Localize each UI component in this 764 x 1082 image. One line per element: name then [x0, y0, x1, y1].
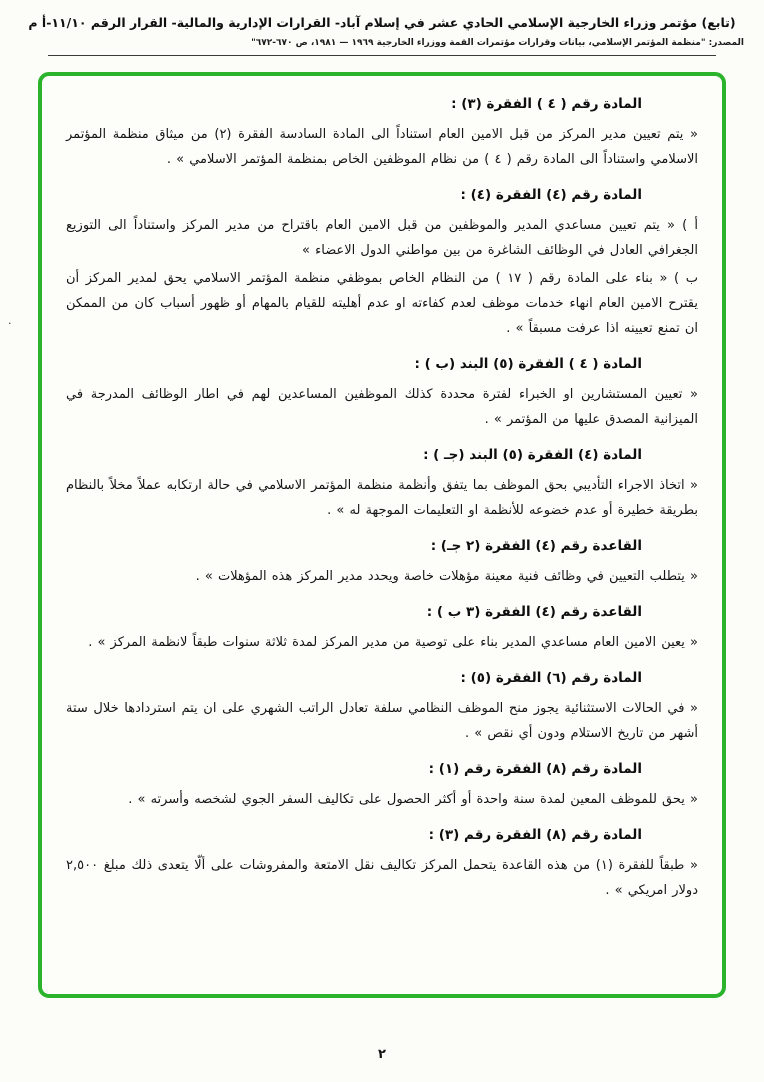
article-section [66, 761, 698, 812]
section-heading: القاعدة رقم (٤) الفقرة (٣ ب ) : [426, 604, 642, 621]
article-section [66, 96, 698, 172]
article-section [66, 356, 698, 432]
section-heading: المادة ( ٤ ) الفقرة (٥) البند (ب ) : [414, 356, 642, 373]
section-paragraph: « يتم تعيين مدير المركز من قبل الامين العام استناداً الى المادة السادسة الفقرة (٢) من ميثاق منظمة المؤتمر الاسلامي واستناداً الى المادة رقم ( ٤ ) من نظام الموظفين الخاص بمنظمة المؤتمر الاسلامي » . [66, 127, 698, 168]
section-paragraph: أ ) « يتم تعيين مساعدي المدير والموظفين من قبل الامين العام باقتراح من مدير المركز واستناداً الى التوزيع الجغرافي العادل في الوظائف الشاغرة من بين مواطني الدول الاعضاء » [66, 218, 698, 259]
section-paragraph: ب ) « بناء على المادة رقم ( ١٧ ) من النظام الخاص بموظفي منظمة المؤتمر الاسلامي يحق لمدير المركز أن يقترح الامين العام انهاء خدمات موظف لعدم كفاءته او عدم أهليته للقيام بالمهام أو ظهور أسباب كان من الممكن ان تمنع تعيينه اذا عرفت مسبقاً » . [66, 271, 698, 337]
source-line: المصدر: "منظمة المؤتمر الإسلامي، بيانات وقرارات مؤتمرات القمة ووزراء الخارجية ١٩٦٩ — ١٩٨١، ص ٦٧٠-٦٧٢" [251, 38, 744, 49]
scan-artifact-dot: . [8, 314, 12, 327]
section-paragraph: « طبقاً للفقرة (١) من هذه القاعدة يتحمل المركز تكاليف نقل الامتعة والمفروشات على ألّا يتعدى ذلك مبلغ ٢,٥٠٠ دولار امريكي » . [66, 858, 698, 899]
page-number: ٢ [378, 1047, 386, 1062]
document-title: (تابع) مؤتمر وزراء الخارجية الإسلامي الحادي عشر في إسلام آباد- القرارات الإدارية والمالية- القرار الرقم ١١/١٠-أ م [28, 15, 736, 30]
section-paragraph: « يعين الامين العام مساعدي المدير بناء على توصية من مدير المركز لمدة ثلاثة سنوات طبقاً لانظمة المركز » . [88, 635, 698, 651]
section-paragraph: « يتطلب التعيين في وظائف فنية معينة مؤهلات خاصة ويحدد مدير المركز هذه المؤهلات » . [195, 569, 698, 585]
section-heading: المادة (٤) الفقرة (٥) البند (جـ ) : [423, 447, 642, 464]
article-section [66, 538, 698, 589]
section-paragraph: « اتخاذ الاجراء التأديبي بحق الموظف بما يتفق وأنظمة منظمة المؤتمر الاسلامي في حالة ارتكابه عملاً مخلاً بالنظام بطريقة خطيرة أو عدم خضوعه للأنظمة او التعليمات الموجهة له » . [66, 478, 698, 519]
section-paragraph: « في الحالات الاستثنائية يجوز منح الموظف النظامي سلفة تعادل الراتب الشهري على ان يتم استردادها خلال ستة أشهر من تاريخ الاستلام ودون أي نقص » . [66, 701, 698, 742]
header-rule [48, 55, 716, 56]
section-paragraph: « تعيين المستشارين او الخبراء لفترة محددة كذلك الموظفين المساعدين لهم في اطار الوظائف المدرجة في الميزانية المصدق عليها من المؤتمر » . [66, 387, 698, 428]
section-heading: القاعدة رقم (٤) الفقرة (٢ جـ) : [430, 538, 642, 555]
article-section [66, 827, 698, 903]
article-section [66, 447, 698, 523]
green-frame [38, 72, 726, 998]
article-section [66, 604, 698, 655]
section-heading: المادة رقم ( ٤ ) الفقرة (٣) : [451, 96, 642, 113]
document-header [0, 0, 764, 56]
section-heading: المادة رقم (٨) الفقرة رقم (١) : [428, 761, 642, 778]
section-paragraph: « يحق للموظف المعين لمدة سنة واحدة أو أكثر الحصول على تكاليف السفر الجوي لشخصه وأسرته » . [128, 792, 698, 808]
article-section [66, 670, 698, 746]
section-heading: المادة رقم (٨) الفقرة رقم (٣) : [428, 827, 642, 844]
section-heading: المادة رقم (٦) الفقرة (٥) : [460, 670, 642, 687]
article-section [66, 187, 698, 341]
section-heading: المادة رقم (٤) الفقرة (٤) : [460, 187, 642, 204]
